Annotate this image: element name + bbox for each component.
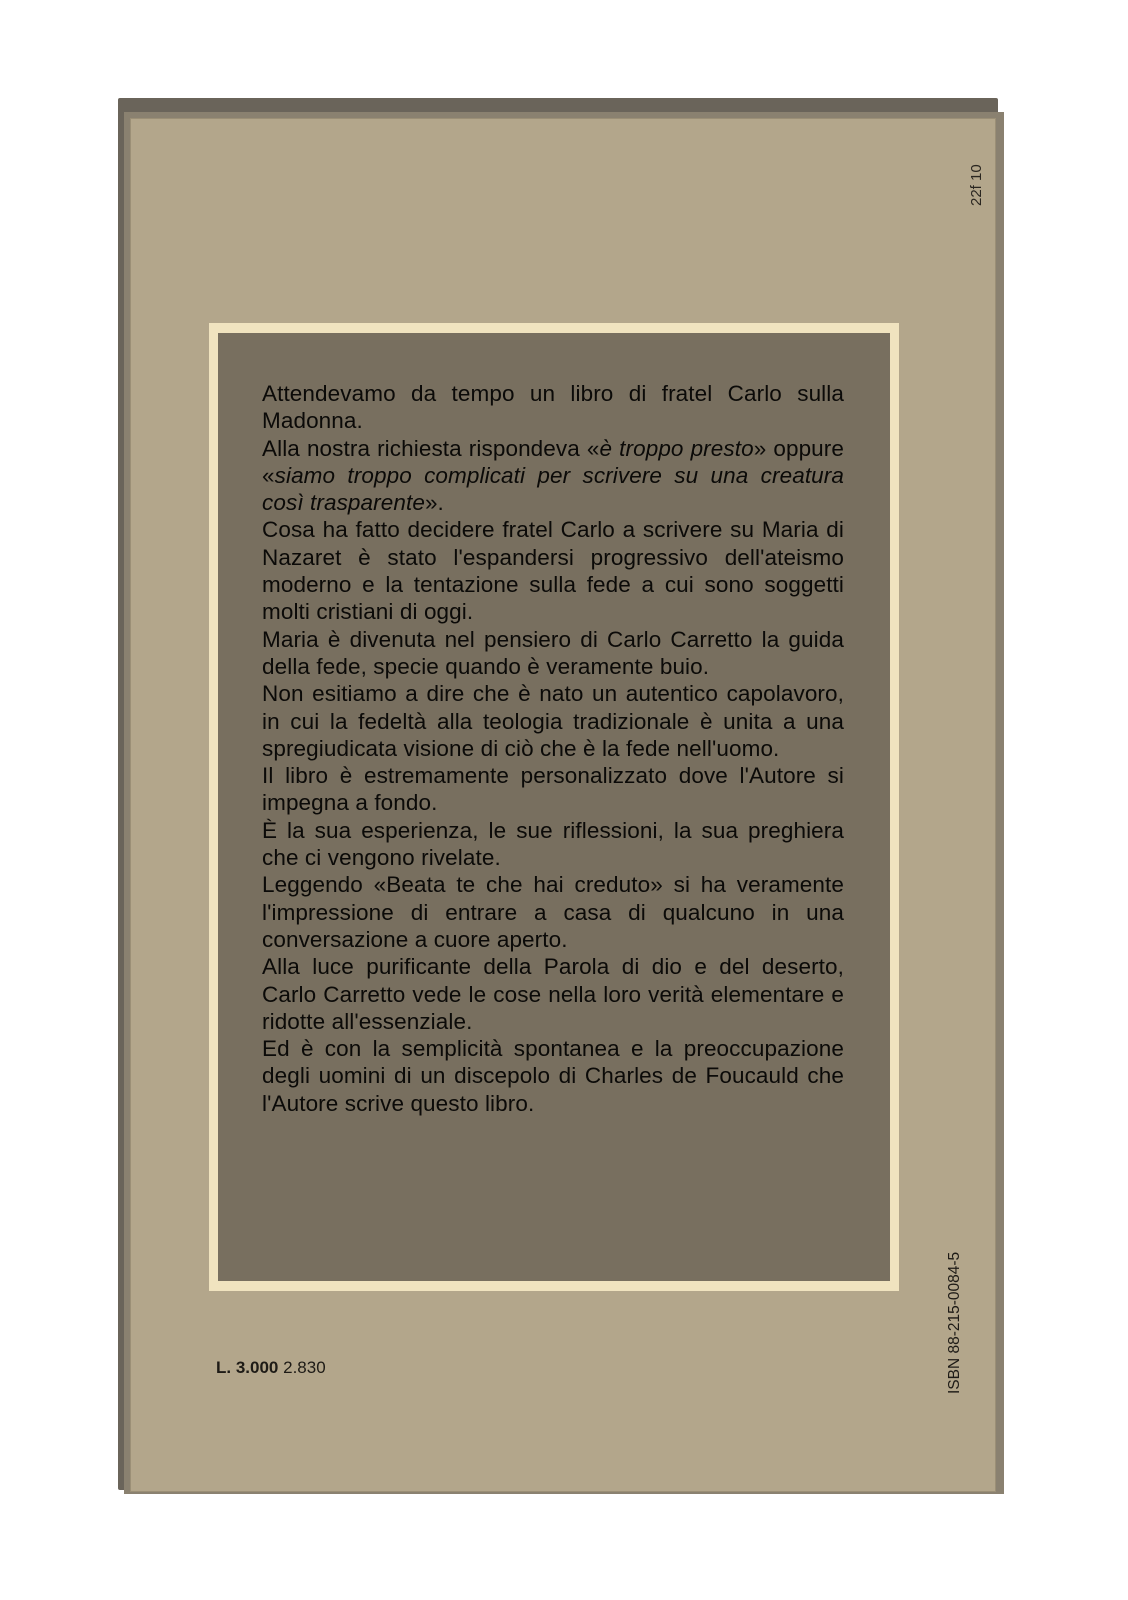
- blurb-text-run: Alla nostra richiesta rispondeva «: [262, 435, 600, 461]
- blurb-paragraph: Non esitiamo a dire che è nato un autentico capolavoro, in cui la fedeltà alla teologia tradizionale è unita a una spregiudicata visione di ciò che è la fede nell'uomo.: [262, 681, 844, 761]
- back-cover: [130, 118, 996, 1492]
- blurb-paragraph: Leggendo «Beata te che hai creduto» si ha veramente l'impressione di entrare a casa di qualcuno in una conversazione a cuore aperto.: [262, 872, 844, 952]
- blurb-text-run: ».: [424, 490, 444, 516]
- blurb-paragraph: Ed è con la semplicità spontanea e la preoccupazione degli uomini di un discepolo di Charles de Foucauld che l'Autore scrive questo libro.: [262, 1036, 844, 1116]
- blurb-paragraph: Alla luce purificante della Parola di dio e del deserto, Carlo Carretto vede le cose nella loro verità elementare e ridotte all'essenziale.: [262, 954, 844, 1034]
- blurb-paragraph: Cosa ha fatto decidere fratel Carlo a scrivere su Maria di Nazaret è stato l'espandersi progressivo dell'ateismo moderno e la tentazione sulla fede a cui sono soggetti molti cristiani di oggi.: [262, 517, 844, 625]
- isbn: ISBN 88-215-0084-5: [946, 1251, 963, 1394]
- blurb-frame: [209, 323, 899, 1291]
- blurb-paragraph: Attendevamo da tempo un libro di fratel Carlo sulla Madonna.: [262, 381, 844, 434]
- price: [216, 1358, 326, 1378]
- blurb-paragraph: Maria è divenuta nel pensiero di Carlo Carretto la guida della fede, specie quando è veramente buio.: [262, 626, 844, 679]
- blurb-text-run: » oppure «: [262, 435, 844, 488]
- blurb-text: [262, 380, 844, 1117]
- price-label: L. 3.000: [216, 1358, 279, 1377]
- blurb-panel: [218, 333, 890, 1281]
- price-value: 2.830: [283, 1358, 326, 1377]
- blurb-paragraph: [262, 435, 844, 517]
- blurb-quote: è troppo presto: [599, 435, 754, 461]
- blurb-paragraph: Il libro è estremamente personalizzato dove l'Autore si impegna a fondo.: [262, 763, 844, 816]
- blurb-paragraph: È la sua esperienza, le sue riflessioni, la sua preghiera che ci vengono rivelate.: [262, 817, 844, 871]
- blurb-quote: siamo troppo complicati per scrivere su una creatura così trasparente: [262, 462, 844, 516]
- catalog-code: 22f 10: [968, 164, 985, 206]
